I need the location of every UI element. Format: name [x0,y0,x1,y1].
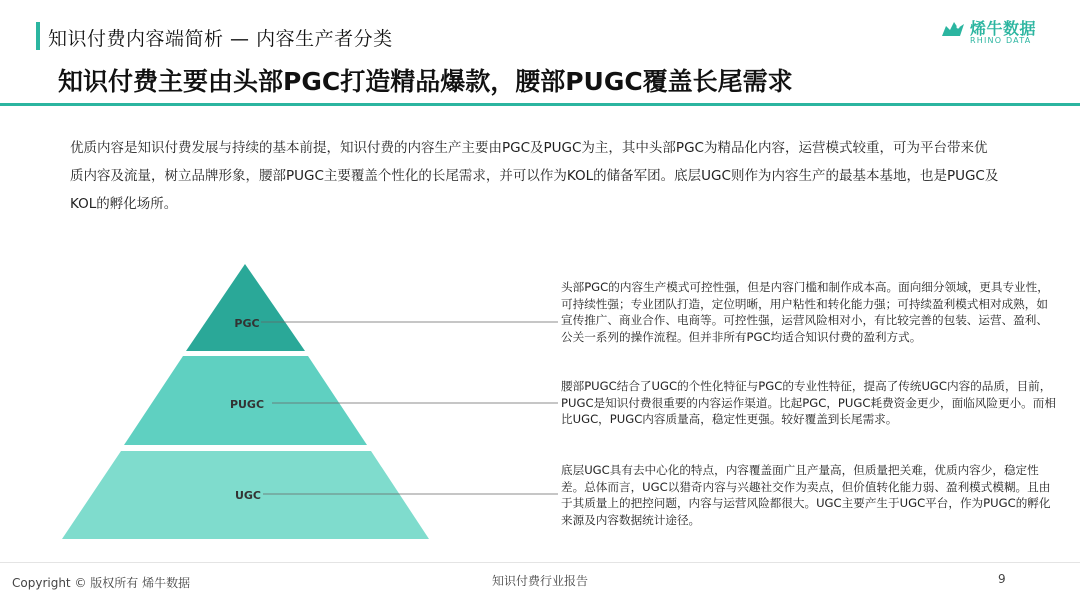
pyramid-tier-pgc [186,264,305,351]
pgc-description: 头部PGC的内容生产模式可控性强，但是内容门槛和制作成本高。面向细分领域，更具专业性，可持续性强；专业团队打造，定位明晰，用户粘性和转化能力强；可持续盈利模式相对成熟，如宣传推广、商业合作、电商等。可控性强，运营风险相对小，有比较完善的包装、运营、盈利、公关一系列的操作流程。但并非所有PGC均适合知识付费的盈利方式。 [561,280,1049,344]
logo-text: 烯牛数据 [970,19,1037,38]
pyramid-label-ugc: UGC [234,489,262,502]
ugc-description: 底层UGC具有去中心化的特点，内容覆盖面广且产量高，但质量把关难，优质内容少，稳定性差。总体而言，UGC以猎奇内容与兴趣社交作为卖点，但价值转化能力弱、盈利模式模糊。且由于其质量上的把控问题，内容与运营风险都很大。UGC主要产生于UGC平台，作为PUGC的孵化来源及内容数据统计途径。 [561,463,1051,527]
page-headline: 知识付费主要由头部PGC打造精品爆款，腰部PUGC覆盖长尾需求 [58,67,793,96]
pyramid-label-pugc: PUGC [229,398,265,411]
pyramid-label-pgc: PGC [234,317,260,330]
pugc-description: 腰部PUGC结合了UGC的个性化特征与PGC的专业性特征，提高了传统UGC内容的品质，目前，PUGC是知识付费很重要的内容运作渠道。比起PGC，PUGC耗费资金更少，面临风险更小。而相比UGC，PUGC内容质量高，稳定性更强。较好覆盖到长尾需求。 [561,379,1056,426]
section-title: 知识付费内容端简析 — 内容生产者分类 [48,28,393,50]
logo-subtext: RHINO DATA [970,36,1032,45]
footer-divider [0,562,1080,563]
footer-copyright: Copyright © 版权所有 烯牛数据 [12,576,191,590]
footer-report-name: 知识付费行业报告 [492,574,589,588]
intro-paragraph: 优质内容是知识付费发展与持续的基本前提，知识付费的内容生产主要由PGC及PUGC为主，其中头部PGC为精品化内容，运营模式较重，可为平台带来优质内容及流量，树立品牌形象，腰部PUGC主要覆盖个性化的长尾需求，并可以作为KOL的储备军团。底层UGC则作为内容生产的最基本基地，也是PUGC及KOL的孵化场所。 [70,140,999,212]
page-number: 9 [998,572,1006,586]
